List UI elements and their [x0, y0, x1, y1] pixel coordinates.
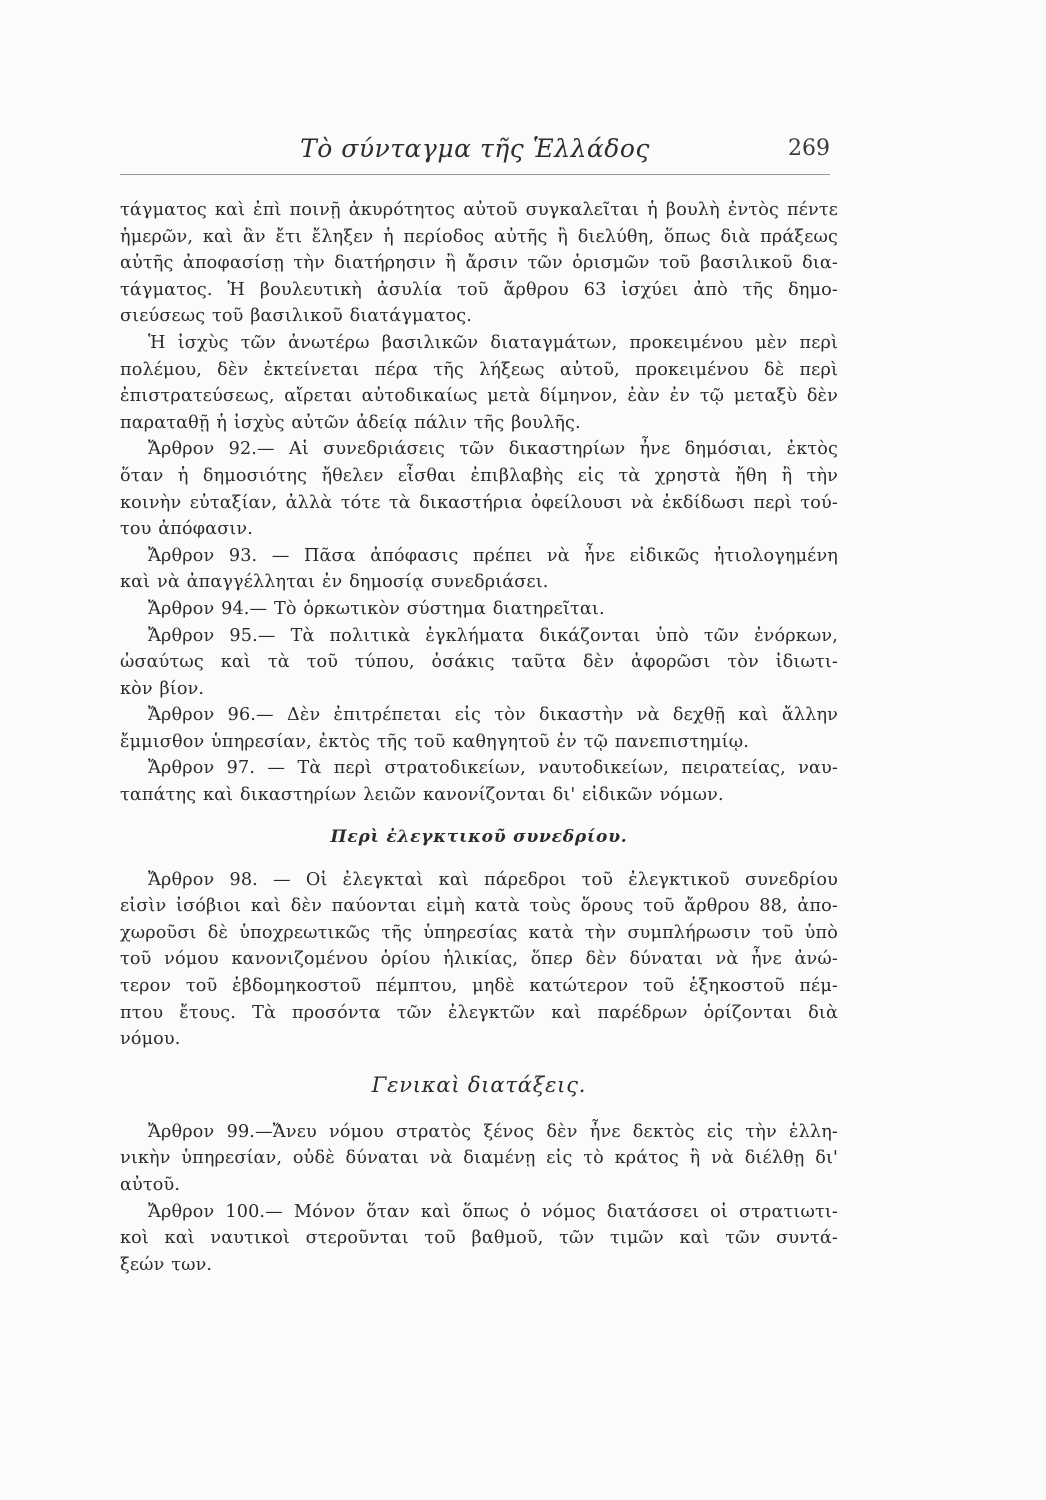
- text-line: Ἄρθρον 97. — Τὰ περὶ στρατοδικείων, ναυτοδικείων, πειρατείας, ναυ-: [148, 758, 838, 779]
- text-line: πτου ἔτους. Τὰ προσόντα τῶν ἐλεγκτῶν καὶ παρέδρων ὁρίζονται διὰ: [120, 1002, 838, 1023]
- text-line: Ἄρθρον 96.— Δὲν ἐπιτρέπεται εἰς τὸν δικαστὴν νὰ δεχθῇ καὶ ἄλλην: [148, 705, 838, 726]
- text-line: τερον τοῦ ἑβδομηκοστοῦ πέμπτου, μηδὲ κατώτερον τοῦ ἑξηκοστοῦ πέμ-: [120, 976, 838, 997]
- text-line: αὐτῆς ἀποφασίσῃ τὴν διατήρησιν ἢ ἄρσιν τῶν ὁρισμῶν τοῦ βασιλικοῦ δια-: [120, 253, 838, 274]
- text-line: τάγματος καὶ ἐπὶ ποινῇ ἀκυρότητος αὐτοῦ συγκαλεῖται ἡ βουλὴ ἐντὸς πέντε: [120, 200, 838, 220]
- text-line: εἰσὶν ἰσόβιοι καὶ δὲν παύονται εἰμὴ κατὰ τοὺς ὅρους τοῦ ἄρθρου 88, ἀπο-: [120, 896, 838, 917]
- section-heading: Περὶ ἐλεγκτικοῦ συνεδρίου.: [330, 826, 628, 847]
- text-line: Ἄρθρον 93. — Πᾶσα ἀπόφασις πρέπει νὰ ἦνε εἰδικῶς ἠτιολογημένη: [148, 545, 838, 566]
- text-line: αὐτοῦ.: [120, 1175, 181, 1195]
- text-line: τάγματος. Ἡ βουλευτικὴ ἀσυλία τοῦ ἄρθρου 63 ἰσχύει ἀπὸ τῆς δημο-: [120, 279, 838, 300]
- text-line: Ἄρθρον 98. — Οἱ ἐλεγκταὶ καὶ πάρεδροι τοῦ ἐλεγκτικοῦ συνεδρίου: [148, 869, 838, 890]
- text-line: κὸν βίον.: [120, 678, 205, 699]
- text-line: κοὶ καὶ ναυτικοὶ στεροῦνται τοῦ βαθμοῦ, τῶν τιμῶν καὶ τῶν συντά-: [120, 1228, 838, 1249]
- text-line: ταπάτης καὶ δικαστηρίων λειῶν κανονίζονται δι' εἰδικῶν νόμων.: [120, 785, 724, 806]
- text-line: νόμου.: [120, 1029, 181, 1050]
- text-line: καὶ νὰ ἀπαγγέλληται ἐν δημοσίᾳ συνεδριάσει.: [120, 572, 549, 593]
- text-line: ἐπιστρατεύσεως, αἴρεται αὐτοδικαίως μετὰ δίμηνον, ἐὰν ἐν τῷ μεταξὺ δὲν: [120, 386, 838, 407]
- text-line: Ἄρθρον 100.— Μόνον ὅταν καὶ ὅπως ὁ νόμος διατάσσει οἱ στρατιωτι-: [148, 1201, 838, 1222]
- text-line: Ἄρθρον 99.—Ἄνευ νόμου στρατὸς ξένος δὲν ἦνε δεκτὸς εἰς τὴν ἑλλη-: [148, 1121, 838, 1142]
- text-line: πολέμου, δὲν ἐκτείνεται πέρα τῆς λήξεως αὐτοῦ, προκειμένου δὲ περὶ: [120, 359, 838, 380]
- text-line: Ἡ ἰσχὺς τῶν ἀνωτέρω βασιλικῶν διαταγμάτων, προκειμένου μὲν περὶ: [148, 332, 838, 353]
- section-heading: Γενικαὶ διατάξεις.: [371, 1072, 587, 1097]
- text-line: Ἄρθρον 95.— Τὰ πολιτικὰ ἐγκλήματα δικάζονται ὑπὸ τῶν ἐνόρκων,: [148, 625, 838, 646]
- text-line: ὡσαύτως καὶ τὰ τοῦ τύπου, ὁσάκις ταῦτα δὲν ἀφορῶσι τὸν ἰδιωτι-: [120, 652, 838, 673]
- text-line: ἔμμισθον ὑπηρεσίαν, ἐκτὸς τῆς τοῦ καθηγητοῦ ἐν τῷ πανεπιστημίῳ.: [120, 731, 749, 752]
- running-header: [120, 134, 830, 175]
- text-line: ξεών των.: [120, 1254, 213, 1275]
- text-line: ἡμερῶν, καὶ ἂν ἔτι ἔληξεν ἡ περίοδος αὐτῆς ἢ διελύθη, ὅπως διὰ πράξεως: [120, 226, 838, 247]
- text-line: σιεύσεως τοῦ βασιλικοῦ διατάγματος.: [120, 306, 472, 327]
- text-line: Ἄρθρον 94.— Τὸ ὁρκωτικὸν σύστημα διατηρεῖται.: [148, 598, 605, 619]
- page-number: 269: [788, 136, 830, 161]
- text-line: νικὴν ὑπηρεσίαν, οὐδὲ δύναται νὰ διαμένῃ εἰς τὸ κράτος ἢ νὰ διέλθῃ δι': [120, 1148, 838, 1169]
- text-line: Ἄρθρον 92.— Αἱ συνεδριάσεις τῶν δικαστηρίων ἦνε δημόσιαι, ἐκτὸς: [148, 439, 838, 460]
- text-line: του ἀπόφασιν.: [120, 519, 253, 540]
- text-line: κοινὴν εὐταξίαν, ἀλλὰ τότε τὰ δικαστήρια ὀφείλουσι νὰ ἐκδίδωσι περὶ τού-: [120, 492, 838, 513]
- text-line: χωροῦσι δὲ ὑποχρεωτικῶς τῆς ὑπηρεσίας κατὰ τὴν συμπλήρωσιν τοῦ ὑπὸ: [120, 922, 838, 943]
- text-line: ὅταν ἡ δημοσιότης ἤθελεν εἶσθαι ἐπιβλαβὴς εἰς τὰ χρηστὰ ἤθη ἢ τὴν: [120, 465, 838, 486]
- text-line: παραταθῇ ἡ ἰσχὺς αὐτῶν ἀδείᾳ πάλιν τῆς βουλῆς.: [120, 412, 581, 433]
- text-line: τοῦ νόμου κανονιζομένου ὁρίου ἡλικίας, ὅπερ δὲν δύναται νὰ ἦνε ἀνώ-: [120, 949, 838, 970]
- body-text: [120, 197, 838, 1278]
- running-title: Τὸ σύνταγμα τῆς Ἑλλάδος: [300, 134, 650, 163]
